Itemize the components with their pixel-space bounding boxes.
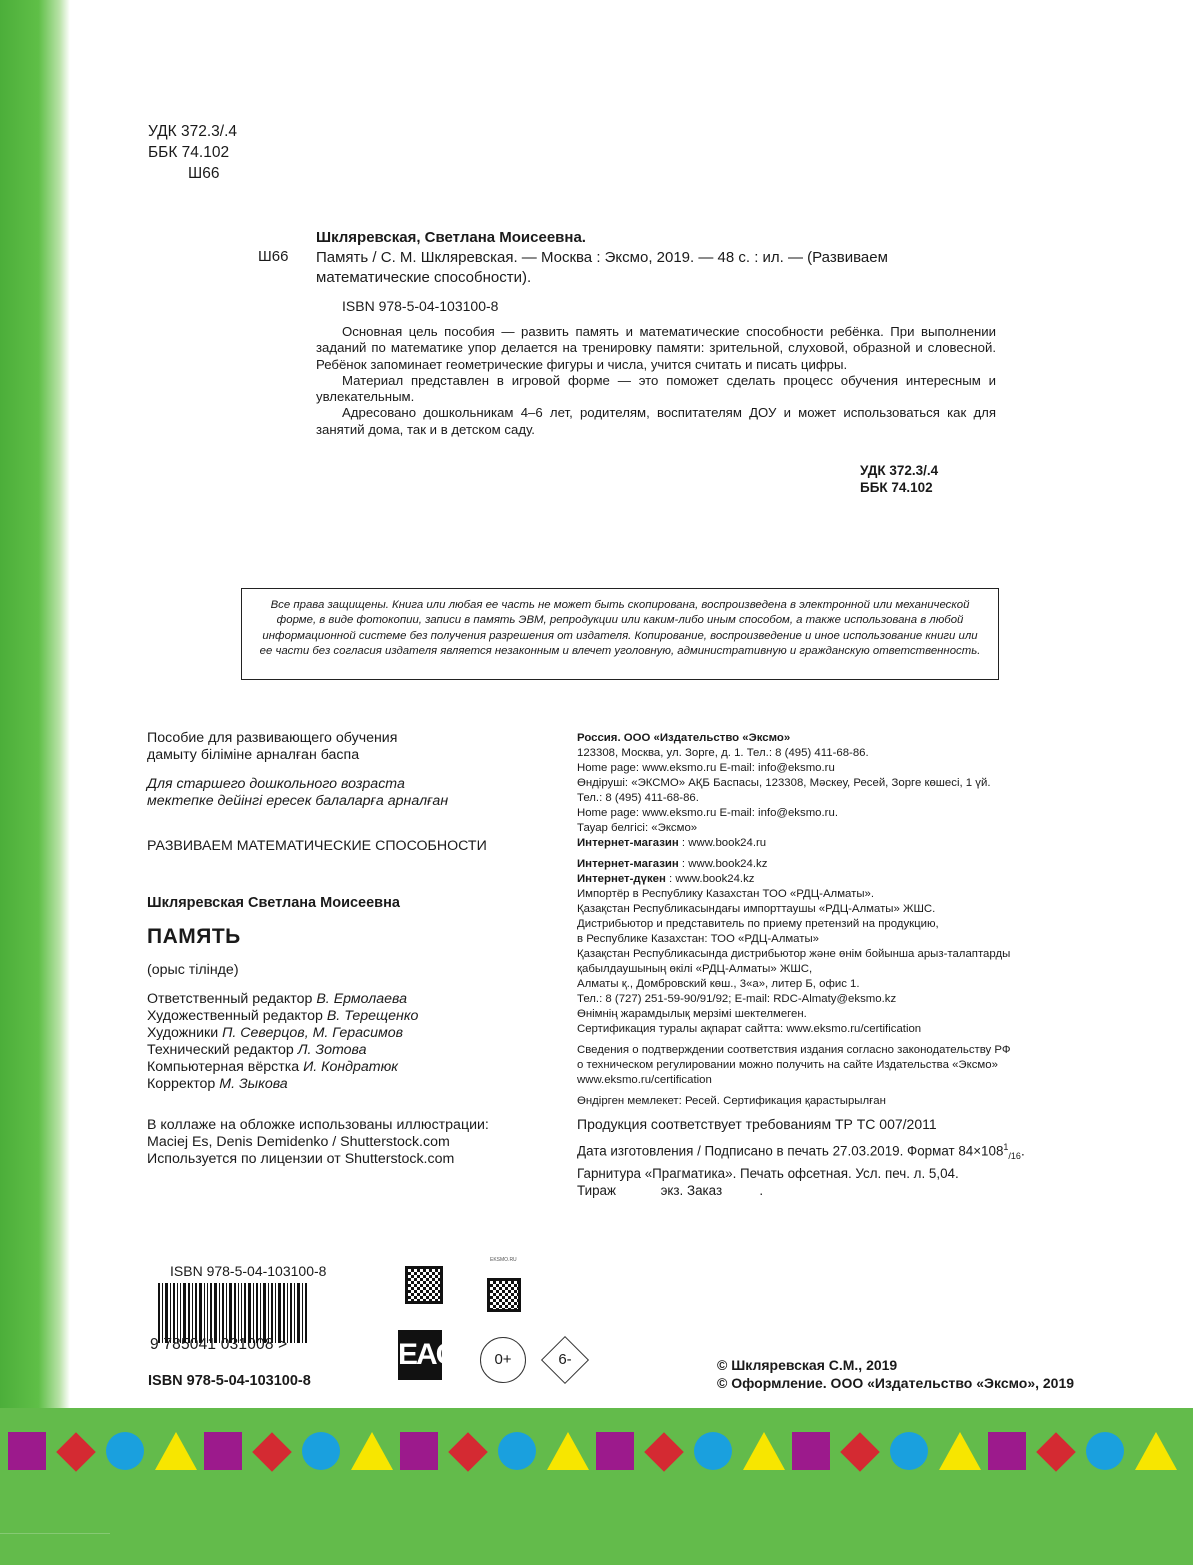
bib-author-heading: Шклярeвская, Светлана Моисеевна. [316, 229, 586, 246]
qr-code-icon [487, 1278, 521, 1312]
distributor-line: Қазақстан Республикасындағы импорттаушы «РДЦ-Алматы» ЖШС. [577, 903, 936, 915]
credit-line: Художники П. Северцов, М. Герасимов [147, 1025, 404, 1041]
circle-icon [302, 1432, 340, 1470]
credit-line: Компьютерная вёрстка И. Кондратюк [147, 1059, 398, 1075]
shop-ru: Интернет-магазин : www.book24.ru [577, 837, 767, 849]
illustration-credit: В коллаже на обложке использованы иллюстрации: [147, 1117, 489, 1133]
left-green-stripe [0, 0, 70, 1565]
certification-line: www.eksmo.ru/certification [577, 1074, 712, 1086]
abstract-paragraph: Основная цель пособия — развить память и математические способности ребёнка. При выполнении заданий по математике упор делается на тренировку памяти: зрительной, слуховой, образной и словесной. Ребёнок запоминает геометрические фигуры и числа, учится считать и писать цифры. [316, 324, 996, 372]
diamond-icon [1036, 1432, 1076, 1472]
barcode-digits: 9 785041 031008 > [150, 1336, 288, 1353]
distributor-line: Алматы қ., Домбровский көш., 3«а», литер Б, офис 1. [577, 978, 860, 990]
square-icon [400, 1432, 438, 1470]
purpose-kz: дамыту біліміне арналған баспа [147, 747, 360, 763]
udk-code: УДК 372.3/.4 [860, 463, 939, 478]
author-mark: Ш66 [188, 165, 220, 182]
publisher-line: Өндіруші: «ЭКСМО» АҚБ Баспасы, 123308, Мәскеу, Ресей, Зорге көшесі, 1 үй. [577, 777, 991, 789]
qr-code-icon [405, 1266, 443, 1304]
triangle-icon [1135, 1432, 1177, 1470]
divider [0, 1533, 110, 1534]
certification-line: Сведения о подтверждении соответствия издания согласно законодательству РФ [577, 1044, 1011, 1056]
square-icon [988, 1432, 1026, 1470]
udk-code: УДК 372.3/.4 [148, 123, 238, 140]
age-rating-diamond: 6- [541, 1336, 589, 1384]
distributor-line: қабылдаушының өкілі «РДЦ-Алматы» ЖШС, [577, 963, 813, 975]
distributor-line: Тел.: 8 (727) 251-59-90/91/92; E-mail: RDC-Almaty@eksmo.kz [577, 993, 897, 1005]
credit-line: Технический редактор Л. Зотова [147, 1042, 367, 1058]
shop-kz: Интернет-магазин : www.book24.kz [577, 858, 768, 870]
distributor-line: Сертификация туралы ақпарат сайтта: www.eksmo.ru/certification [577, 1023, 922, 1035]
diamond-icon [448, 1432, 488, 1472]
age-kz: мектепке дейінгі ересек балаларға арналған [147, 793, 449, 809]
udk-top [148, 121, 237, 184]
product-standard: Продукция соответствует требованиям ТР ТС 007/2011 [577, 1116, 937, 1132]
circle-icon [106, 1432, 144, 1470]
series-name: РАЗВИВАЕМ МАТЕМАТИЧЕСКИЕ СПОСОБНОСТИ [147, 838, 487, 854]
square-icon [596, 1432, 634, 1470]
imprint-left [147, 730, 537, 1168]
imprint-right [577, 731, 1067, 1199]
triangle-icon [939, 1432, 981, 1470]
diamond-icon [644, 1432, 684, 1472]
distributor-line: Қазақстан Республикасында дистрибьютор және өнім бойынша арыз-талаптарды [577, 948, 1011, 960]
distributor-line: Өнімнің жарамдылық мерзімі шектелмеген. [577, 1008, 807, 1020]
publisher-line: 123308, Москва, ул. Зорге, д. 1. Тел.: 8 (495) 411-68-86. [577, 747, 869, 759]
rights-notice: Все права защищены. Книга или любая ее часть не может быть скопирована, воспроизведена в электронной или механической форме, в виде фотокопии, записи в память ЭВМ, репродукции или каким-либо иным способом, а также использована в любой информационной системе без получения разрешения от издателя. Копирование, воспроизведение и иное использование книги или ее части без согласия издателя является незаконным и влечет уголовную, административную и гражданскую ответственность. [241, 588, 999, 680]
copyright [717, 1356, 1074, 1392]
illustration-credit: Maciej Es, Denis Demidenko / Shutterstock.com [147, 1134, 450, 1150]
shop-kz2: Интернет-дүкен : www.book24.kz [577, 873, 755, 885]
abstract-paragraph: Материал представлен в игровой форме — это поможет сделать процесс обучения интересным и увлекательным. [316, 372, 996, 405]
copyright-line: © Оформление. ООО «Издательство «Эксмо», 2019 [717, 1375, 1075, 1391]
copyright-line: © Шклярeвская С.М., 2019 [717, 1357, 898, 1373]
circle-icon [890, 1432, 928, 1470]
circle-icon [498, 1432, 536, 1470]
bib-isbn: ISBN 978-5-04-103100-8 [342, 298, 499, 314]
circle-icon [694, 1432, 732, 1470]
print-date-line: Дата изготовления / Подписано в печать 27.03.2019. Формат $84\times 108^1_{/16}$. [577, 1142, 1025, 1162]
distributor-line: Импортёр в Республику Казахстан ТОО «РДЦ-Алматы». [577, 888, 875, 900]
credit-line: Художественный редактор В. Терещенко [147, 1008, 419, 1024]
triangle-icon [351, 1432, 393, 1470]
book-title: ПАМЯТЬ [147, 925, 241, 948]
certification-line: о техническом регулировании можно получить на сайте Издательства «Эксмо» [577, 1059, 998, 1071]
eac-mark: EAC [398, 1330, 442, 1380]
age-rating-circle: 0+ [480, 1337, 526, 1383]
publisher-line: Home page: www.eksmo.ru E-mail: info@eksmo.ru. [577, 807, 838, 819]
barcode-isbn-top: ISBN 978-5-04-103100-8 [170, 1263, 327, 1279]
circle-icon [1086, 1432, 1124, 1470]
publisher-line: Home page: www.eksmo.ru E-mail: info@eksmo.ru [577, 762, 835, 774]
origin-line: Өндірген мемлекет: Ресей. Сертификация қарастырылған [577, 1095, 886, 1107]
udk-right [860, 462, 1000, 496]
square-icon [792, 1432, 830, 1470]
publisher-line: Тел.: 8 (495) 411-68-86. [577, 792, 699, 804]
abstract [316, 324, 996, 438]
illustration-credit: Используется по лицензии от Shutterstock.com [147, 1151, 455, 1167]
credit-line: Ответственный редактор В. Ермолаева [147, 991, 407, 1007]
square-icon [8, 1432, 46, 1470]
typeface-line: Гарнитура «Прагматика». Печать офсетная. Усл. печ. л. 5,04. [577, 1166, 959, 1182]
bbk-code: ББК 74.102 [148, 144, 230, 161]
shape-border [0, 1432, 1193, 1472]
qr-caption: EKSMO.RU [490, 1257, 517, 1263]
publisher-line: Тауар белгісі: «Эксмо» [577, 822, 698, 834]
diamond-icon [252, 1432, 292, 1472]
distributor-line: в Республике Казахстан: ТОО «РДЦ-Алматы» [577, 933, 820, 945]
imprint-author: Шклярeвская Светлана Моисеевна [147, 895, 400, 911]
language-note: (орыс тілінде) [147, 962, 239, 978]
credit-line: Корректор М. Зыкова [147, 1076, 288, 1092]
barcode-isbn-bottom: ISBN 978-5-04-103100-8 [148, 1373, 311, 1389]
triangle-icon [155, 1432, 197, 1470]
bib-author-code: Ш66 [258, 248, 289, 265]
triangle-icon [743, 1432, 785, 1470]
barcode [158, 1283, 358, 1343]
age-ru: Для старшего дошкольного возраста [147, 776, 405, 792]
purpose-ru: Пособие для развивающего обучения [147, 730, 398, 746]
diamond-icon [56, 1432, 96, 1472]
distributor-line: Дистрибьютор и представитель по приему претензий на продукцию, [577, 918, 939, 930]
bbk-code: ББК 74.102 [860, 480, 933, 495]
circulation-line: Тираж экз. Заказ . [577, 1183, 764, 1199]
square-icon [204, 1432, 242, 1470]
bib-description: Память / С. М. Шклярeвская. — Москва : Эксмо, 2019. — 48 с. : ил. — (Развиваем математические способности). [316, 249, 888, 286]
triangle-icon [547, 1432, 589, 1470]
publisher-heading: Россия. ООО «Издательство «Эксмо» [577, 732, 791, 744]
diamond-icon [840, 1432, 880, 1472]
abstract-paragraph: Адресовано дошкольникам 4–6 лет, родителям, воспитателям ДОУ и может использоваться как для занятий дома, так и в детском саду. [316, 405, 996, 437]
